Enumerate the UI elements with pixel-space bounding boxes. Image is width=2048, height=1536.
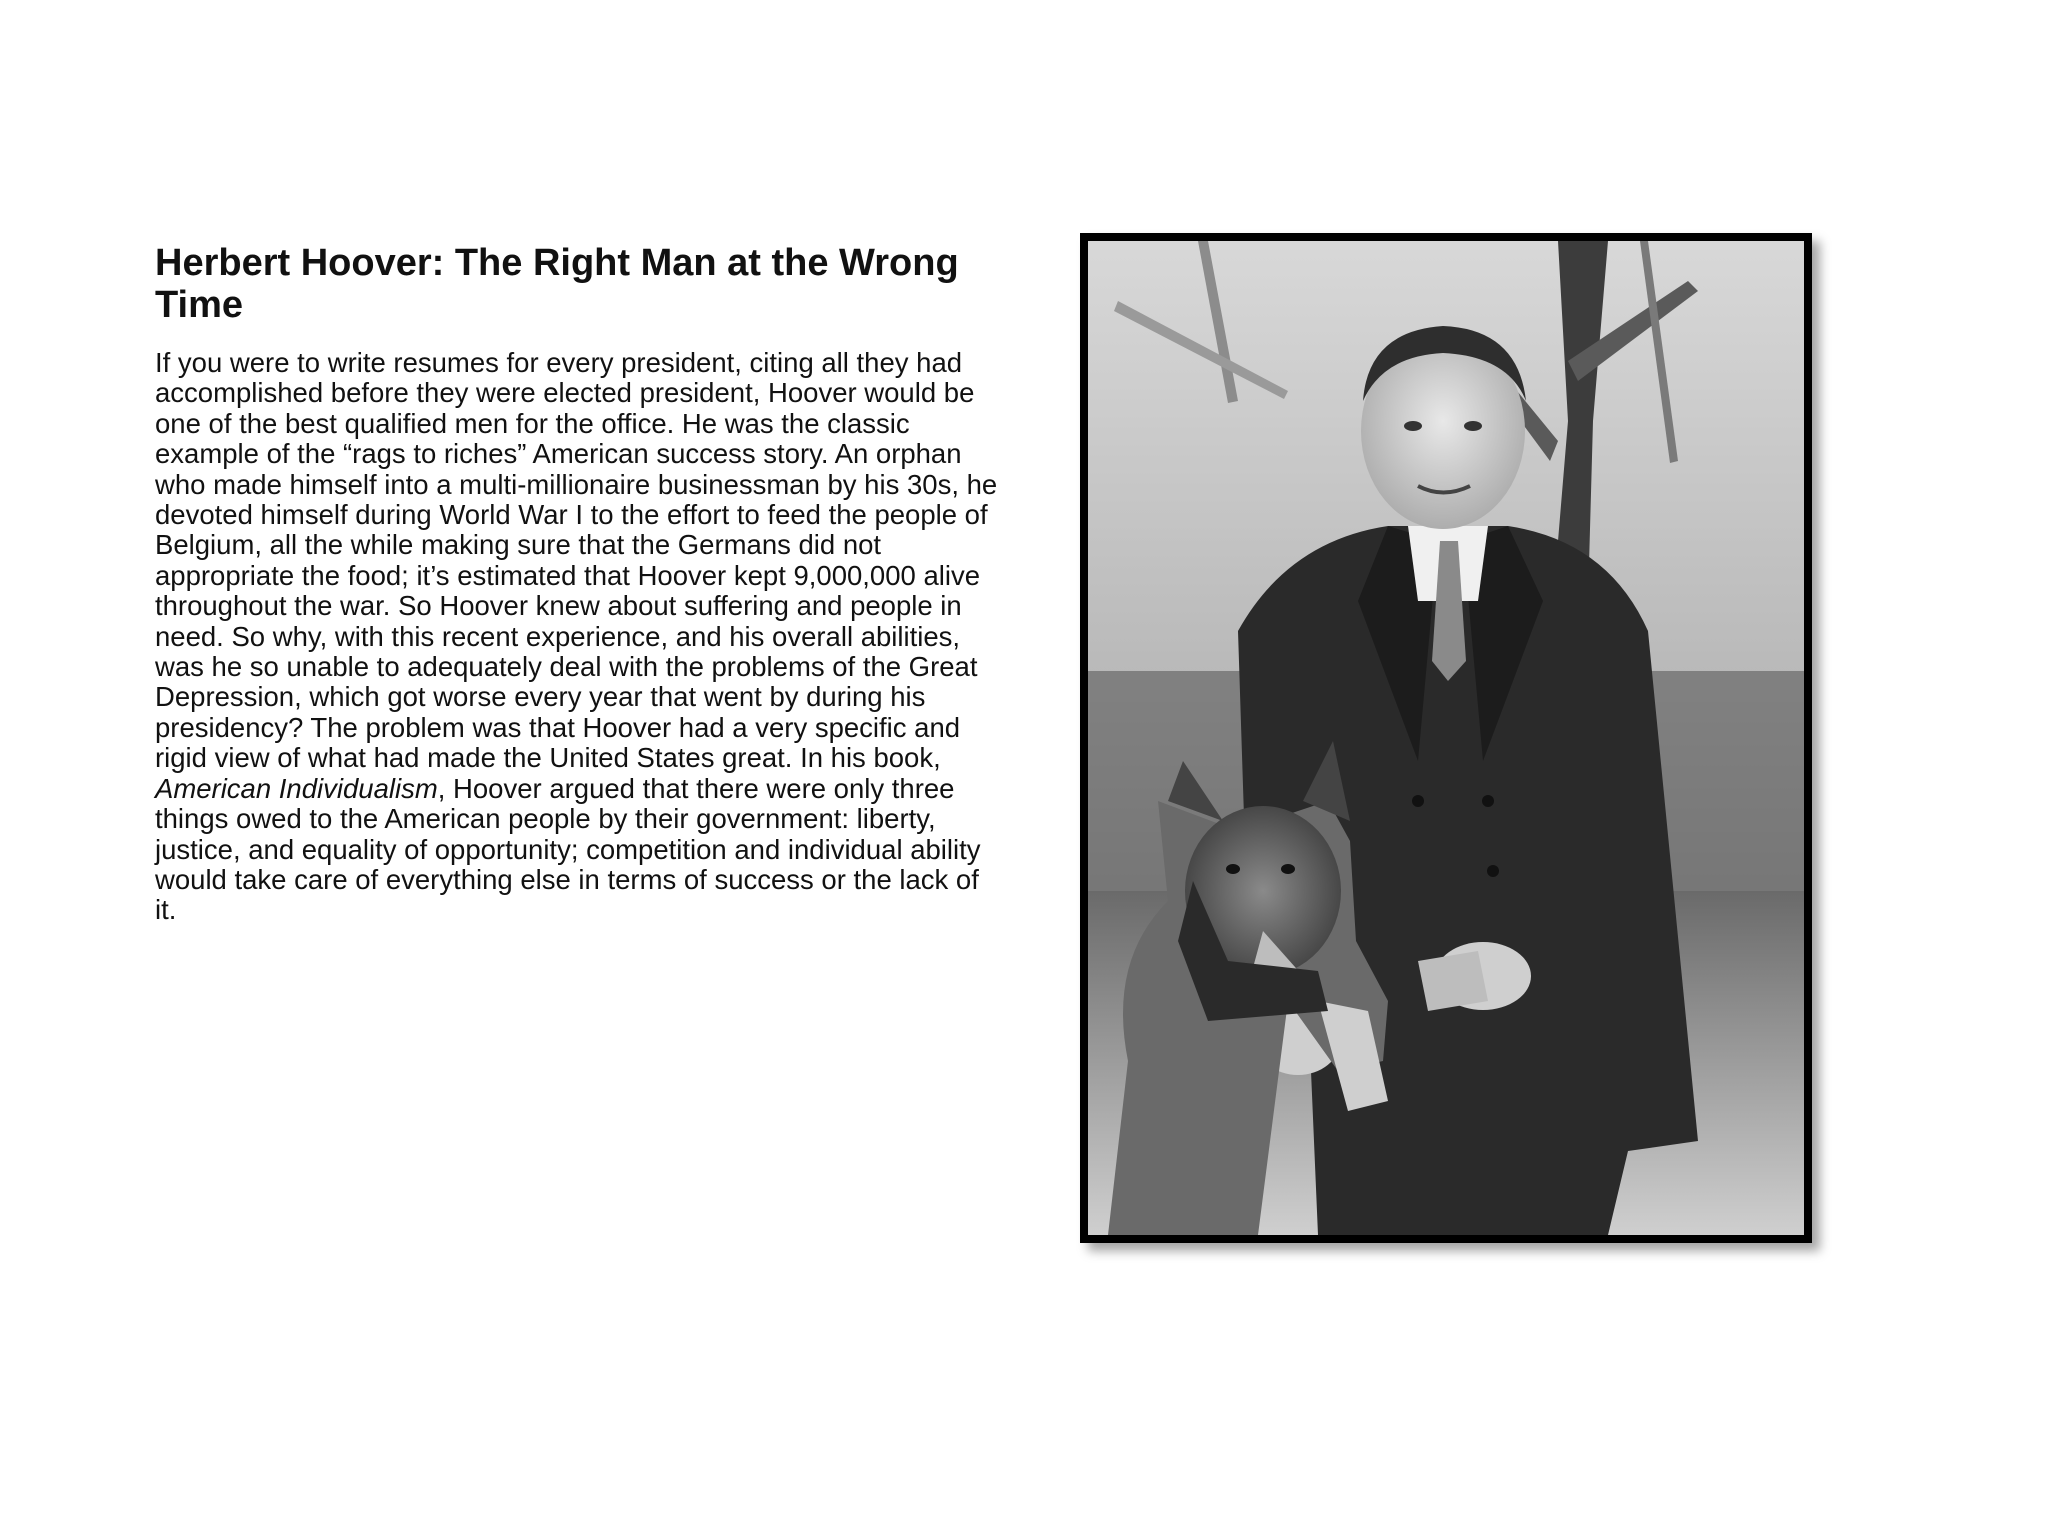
article-title: Herbert Hoover: The Right Man at the Wrong Time: [155, 242, 959, 326]
article-body: [155, 348, 1000, 926]
body-text-part-2: , Hoover argued that there were only three things owed to the American people by their government: liberty, justice, and equality of opportunity; competition and individual ability would take care of everything else in terms of success or the lack of it.: [155, 772, 981, 926]
body-text-part-1: If you were to write resumes for every president, citing all they had accomplished before they were elected president, Hoover would be one of the best qualified men for the office. He was the classic example of the “rags to riches” American success story. An orphan who made himself into a multi-millionaire businessman by his 30s, he devoted himself during World War I to the effort to feed the people of Belgium, all the while making sure that the Germans did not appropriate the food; it’s estimated that Hoover kept 9,000,000 alive throughout the war. So Hoover knew about suffering and people in need. So why, with this recent experience, and his overall abilities, was he so unable to adequately deal with the problems of the Great Depression, which got worse every year that went by during his presidency? The problem was that Hoover had a very specific and rigid view of what had made the United States great. In his book,: [155, 347, 998, 774]
article-text-block: [155, 242, 1000, 926]
hoover-photo: [1080, 233, 1812, 1243]
book-title: American Individualism: [155, 772, 438, 804]
photo-illustration: [1088, 241, 1804, 1235]
